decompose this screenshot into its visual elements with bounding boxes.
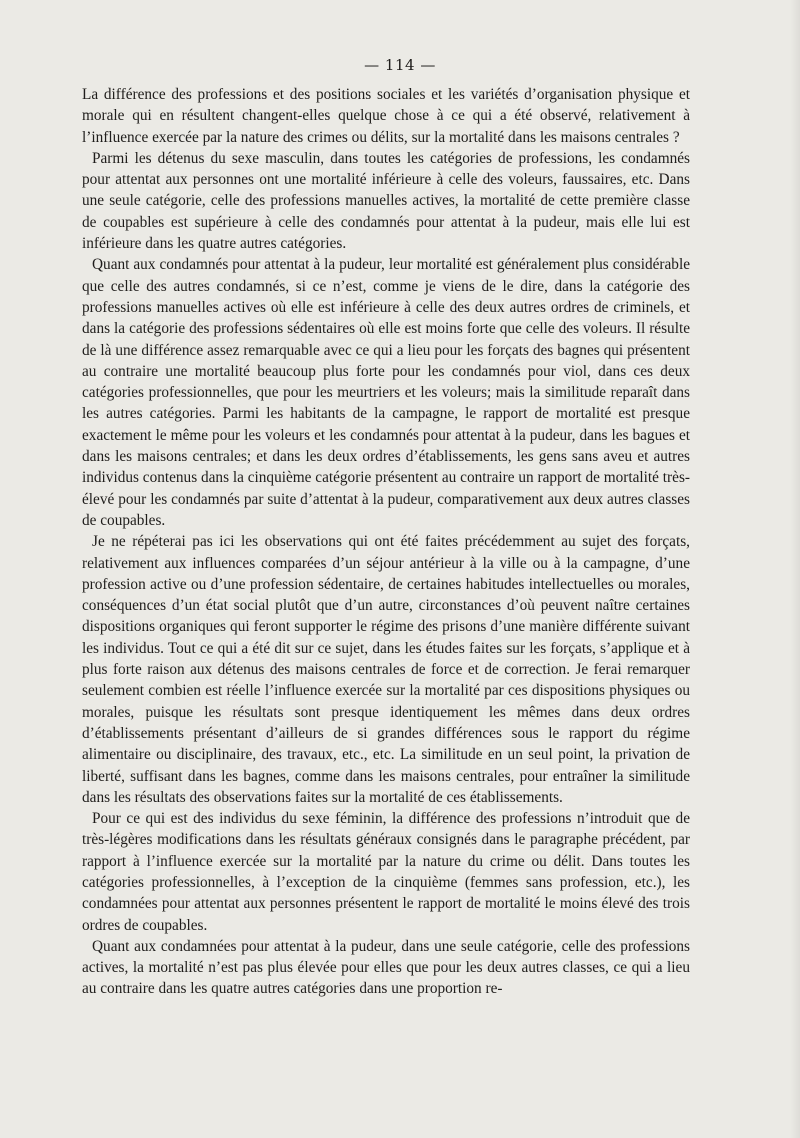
paragraph-6: Quant aux condamnées pour attentat à la pudeur, dans une seule catégorie, celle des professions actives, la mortalité n’est pas plus élevée pour elles que pour les deux autres classes, ce qui a lieu au contraire dans les quatre autres catégories dans une proportion re- [82, 937, 690, 998]
body-text [82, 84, 690, 1000]
paragraph-2: Parmi les détenus du sexe masculin, dans toutes les catégories de professions, les condamnés pour attentat aux personnes ont une mortalité inférieure à celle des voleurs, faussaires, etc. Dans une seule catégorie, celle des professions manuelles actives, la mortalité de cette première classe de coupables est supérieure à celle des condamnés pour attentat à la pudeur, mais elle lui est inférieure dans les quatre autres catégories. [82, 149, 690, 253]
paragraph-4: Je ne répéterai pas ici les observations qui ont été faites précédemment au sujet des forçats, relativement aux influences comparées d’un séjour antérieur à la ville ou à la campagne, d’une profession active ou d’une profession sédentaire, de certaines habitudes intellectuelles ou morales, conséquences d’un état social plutôt que d’un autre, circonstances d’où peuvent naître certaines dispositions organiques qui feront supporter le régime des prisons d’une manière différente suivant les individus. Tout ce qui a été dit sur ce sujet, dans les études faites sur les forçats, s’applique et à plus forte raison aux détenus des maisons centrales de force et de correction. Je ferai remarquer seulement combien est réelle l’influence exercée sur la mortalité par ces dispositions physiques ou morales, puisque les résultats sont presque identiquement les mêmes dans deux ordres d’établissements présentant d’ailleurs de si grandes différences sous le rapport du régime alimentaire ou disciplinaire, des travaux, etc., etc. La similitude en un seul point, la privation de liberté, suffisant dans les bagnes, comme dans les maisons centrales, pour entraîner la similitude dans les résultats des observations faites sur la mortalité de ces établissements. [82, 533, 690, 806]
page-edge-shadow [790, 0, 800, 1138]
paragraph-3: Quant aux condamnés pour attentat à la pudeur, leur mortalité est généralement plus considérable que celle des autres condamnés, si ce n’est, comme je viens de le dire, dans la catégorie des professions manuelles actives où elle est inférieure à celle des deux autres ordres de criminels, et dans la catégorie des professions sédentaires où elle est moins forte que celle des voleurs. Il résulte de là une différence assez remarquable avec ce qui a lieu pour les forçats des bagnes qui présentent au contraire une mortalité beaucoup plus forte pour les condamnés pour viol, dans ces deux catégories professionnelles, que pour les meurtriers et les voleurs; mais la similitude reparaît dans les autres catégories. Parmi les habitants de la campagne, le rapport de mortalité est presque exactement le même pour les voleurs et les condamnés pour attentat à la pudeur, dans les bagues et dans les maisons centrales; et dans les deux ordres d’établissements, les gens sans aveu et autres individus contenus dans la cinquième catégorie présentent au contraire un rapport de mortalité très-élevé pour les condamnés par suite d’attentat à la pudeur, comparativement aux deux autres classes de coupables. [82, 256, 690, 529]
paragraph-5: Pour ce qui est des individus du sexe féminin, la différence des professions n’introduit que de très-légères modifications dans les résultats généraux consignés dans le paragraphe précédent, par rapport à l’influence exercée sur la mortalité par la nature du crime ou délit. Dans toutes les catégories professionnelles, à l’exception de la cinquième (femmes sans profession, etc.), les condamnées pour attentat aux personnes présentent le rapport de mortalité le moins élevé des trois ordres de coupables. [82, 810, 690, 934]
paragraph-1: La différence des professions et des positions sociales et les variétés d’organisation physique et morale qui en résultent changent-elles quelque chose à ce qui a été observé, relativement à l’influence exercée par la nature des crimes ou délits, sur la mortalité dans les maisons centrales ? [82, 86, 690, 146]
page-number: — 114 — [364, 56, 436, 74]
